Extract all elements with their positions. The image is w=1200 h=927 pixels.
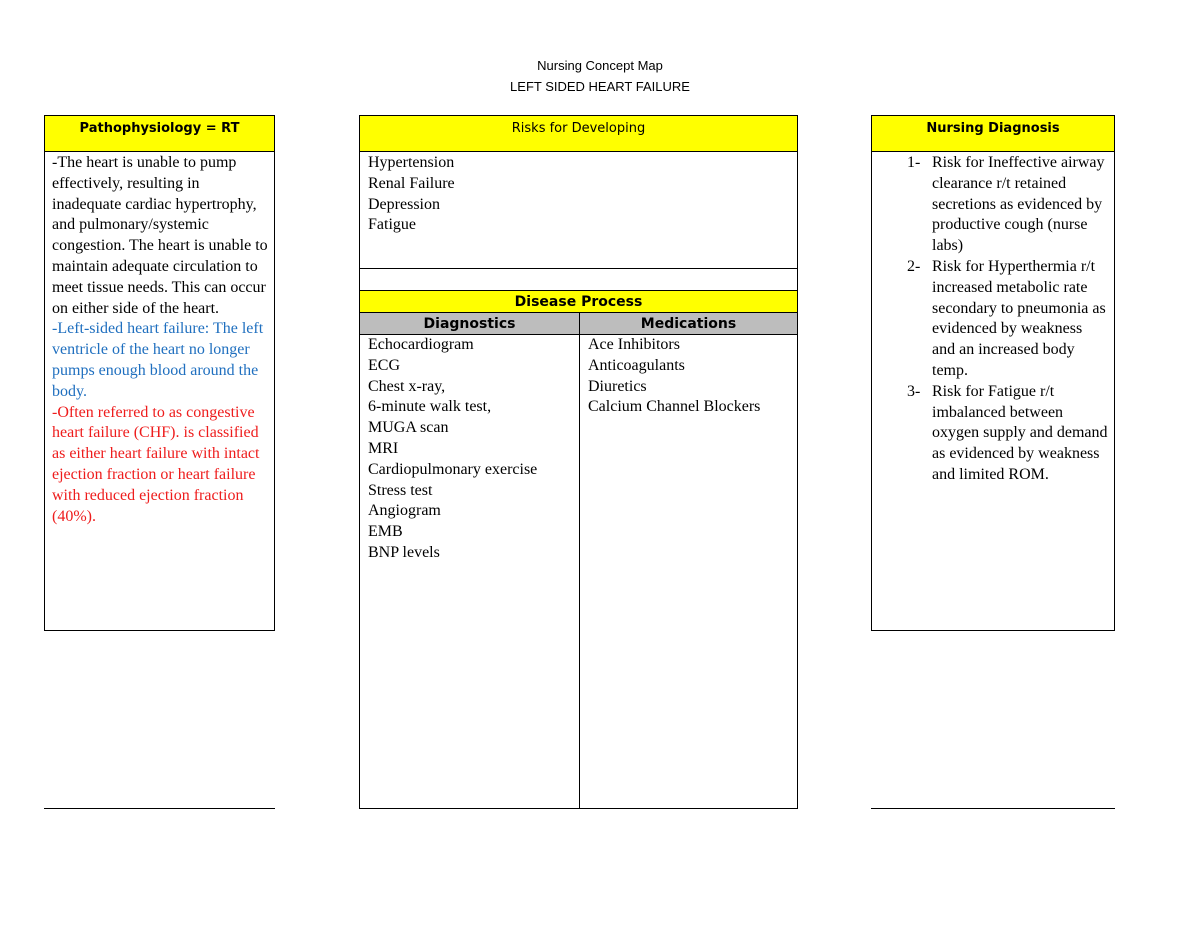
diagnostic-item: 6-minute walk test, <box>368 398 492 416</box>
diagnostic-item: MRI <box>368 439 399 457</box>
disease-spacer <box>360 269 797 291</box>
nursing-diagnosis-text: Risk for Fatigue r/t imbalanced between oxygen supply and demand as evidenced by weakness and limited ROM. <box>932 382 1108 483</box>
chf-classification: -Often referred to as congestive heart failure (CHF). is classified as either heart failure with intact ejection fraction or heart failure with reduced ejection fraction (40%). <box>52 403 260 525</box>
diagnostic-item: Echocardiogram <box>368 336 474 353</box>
pathophysiology-heading: Pathophysiology = RT <box>45 116 274 152</box>
diagnostic-item: Chest x-ray, <box>368 377 446 395</box>
diagnostic-item: Cardiopulmonary exercise <box>368 460 538 478</box>
page-title: Nursing Concept Map <box>537 58 663 73</box>
disease-column-headers <box>360 313 797 335</box>
pathophysiology-box <box>44 115 275 631</box>
risk-item: Hypertension <box>368 154 455 171</box>
left-sided-definition: -Left-sided heart failure: The left ventricle of the heart no longer pumps enough blood around the body. <box>52 320 264 400</box>
nursing-diagnosis-heading: Nursing Diagnosis <box>872 116 1114 152</box>
disease-process-box <box>359 268 798 809</box>
risk-item: Fatigue <box>368 216 416 234</box>
diagnostics-list <box>368 335 579 564</box>
medications-column <box>580 335 797 808</box>
right-signature-line <box>871 808 1115 809</box>
pathophysiology-text <box>45 152 274 527</box>
page-subtitle: LEFT SIDED HEART FAILURE <box>510 79 690 94</box>
nursing-diagnosis-item <box>872 382 1108 486</box>
diagnostics-heading: Diagnostics <box>360 313 580 335</box>
nursing-diagnosis-text: Risk for Ineffective airway clearance r/t retained secretions as evidenced by productive cough (nurse labs) <box>932 154 1105 255</box>
medications-heading: Medications <box>580 313 797 335</box>
risks-box <box>359 115 798 269</box>
nursing-diagnosis-text: Risk for Hyperthermia r/t increased metabolic rate secondary to pneumonia as evidenced by weakness and an increased body temp. <box>932 257 1106 379</box>
medication-item: Diuretics <box>588 377 647 395</box>
medications-list <box>588 335 797 418</box>
pathophysiology-description: -The heart is unable to pump effectively, resulting in inadequate cardiac hypertrophy, and pulmonary/systemic congestion. The heart is unable to maintain adequate circulation to meet tissue needs. This can occur on either side of the heart. <box>52 154 268 317</box>
risks-list <box>360 152 797 236</box>
diagnostic-item: Stress test <box>368 481 433 499</box>
nursing-diagnosis-number: 2- <box>907 257 921 275</box>
diagnostic-item: EMB <box>368 523 403 541</box>
medication-item: Anticoagulants <box>588 356 685 374</box>
nursing-diagnosis-item <box>872 257 1108 382</box>
diagnostic-item: MUGA scan <box>368 419 449 437</box>
disease-columns <box>360 335 797 808</box>
nursing-diagnosis-list <box>872 152 1114 486</box>
left-signature-line <box>44 808 275 809</box>
risk-item: Depression <box>368 195 440 213</box>
disease-process-heading: Disease Process <box>360 291 797 313</box>
medication-item: Ace Inhibitors <box>588 336 680 353</box>
diagnostics-column <box>360 335 580 808</box>
nursing-diagnosis-number: 1- <box>907 154 921 171</box>
nursing-diagnosis-item <box>872 153 1108 257</box>
diagnostic-item: BNP levels <box>368 543 440 561</box>
risk-item: Renal Failure <box>368 174 455 192</box>
medication-item: Calcium Channel Blockers <box>588 398 761 416</box>
nursing-diagnosis-box <box>871 115 1115 631</box>
diagnostic-item: Angiogram <box>368 502 441 520</box>
diagnostic-item: ECG <box>368 356 400 374</box>
nursing-diagnosis-number: 3- <box>907 382 921 400</box>
risks-heading: Risks for Developing <box>360 116 797 152</box>
